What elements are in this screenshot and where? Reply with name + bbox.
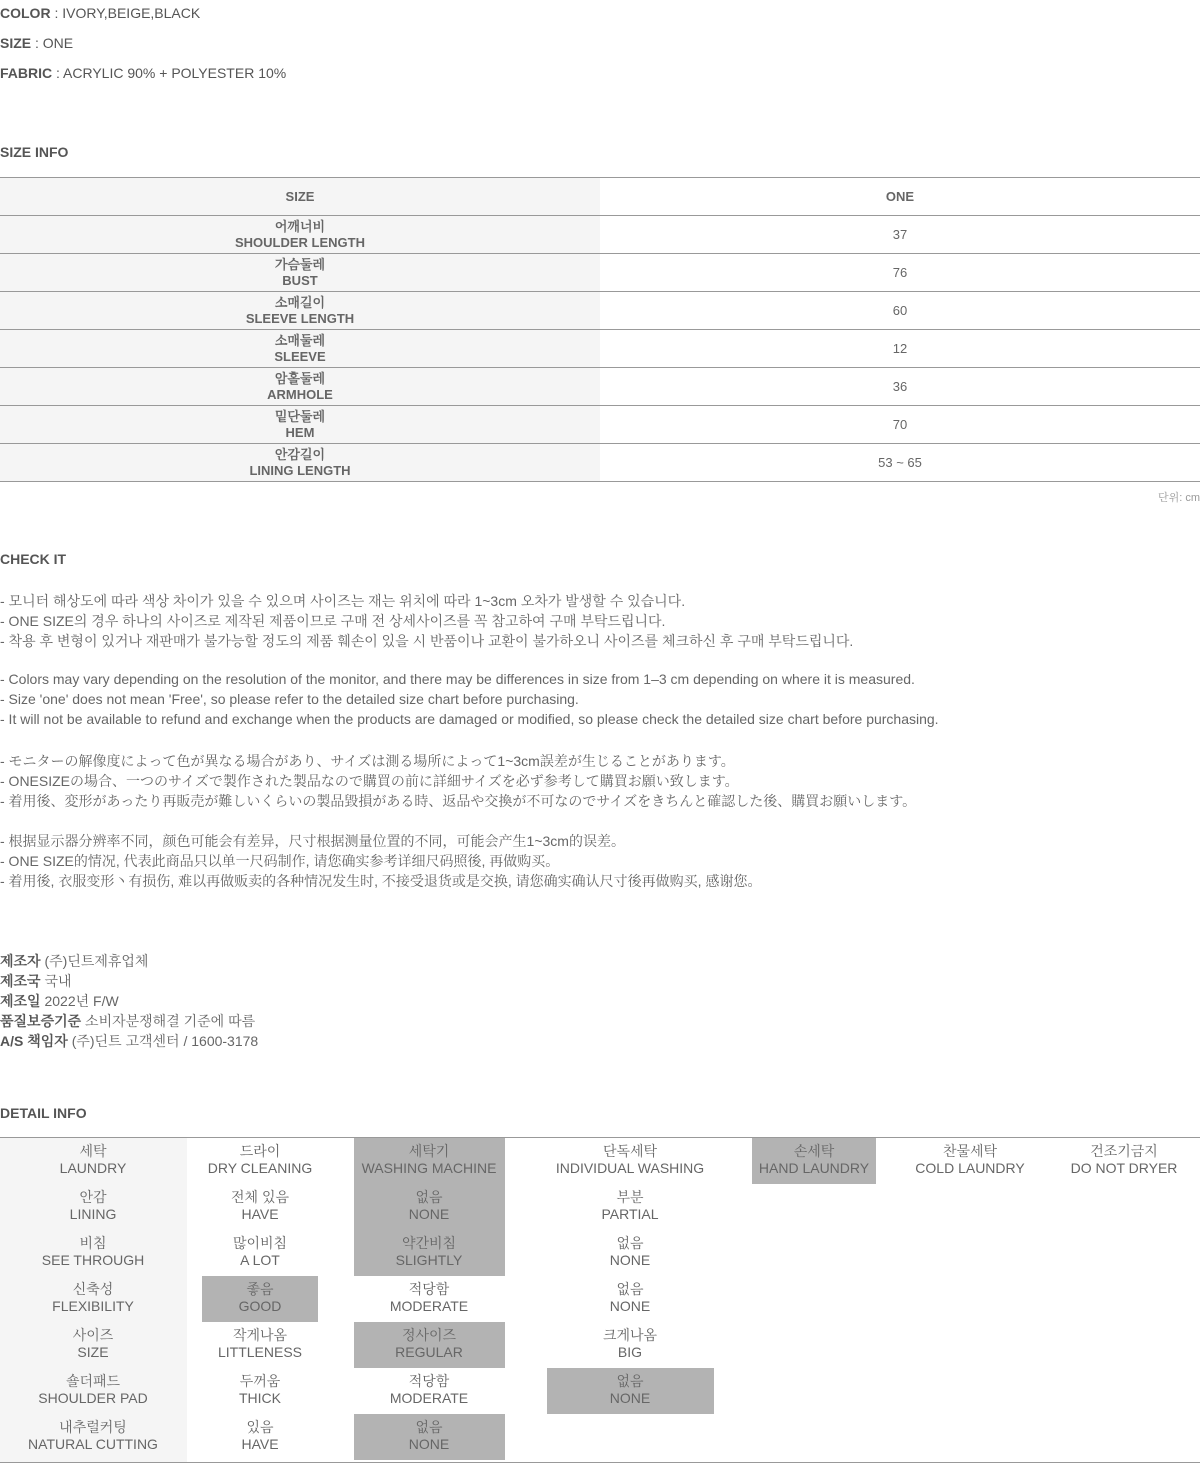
detail-option-en: NONE bbox=[408, 1206, 450, 1222]
size-table-row bbox=[0, 216, 1200, 254]
measurement-label bbox=[0, 254, 600, 291]
size-table-header bbox=[0, 178, 1200, 216]
detail-option-en: HAND LAUNDRY bbox=[758, 1160, 870, 1176]
check-it-line: - ONE SIZE的情况, 代表此商品只以单一尺码制作, 请您确实参考详细尺码照後, 再做购买。 bbox=[0, 853, 560, 869]
detail-option-en: A LOT bbox=[240, 1252, 280, 1268]
detail-option-ko: 드라이 bbox=[239, 1143, 281, 1159]
detail-option-en: LAUNDRY bbox=[59, 1160, 127, 1176]
spec-fabric bbox=[0, 65, 286, 81]
product-info-value: 국내 bbox=[40, 973, 72, 989]
detail-option-en: SLIGHTLY bbox=[395, 1252, 463, 1268]
detail-option-en: NONE bbox=[408, 1436, 450, 1452]
check-it-line: - ONE SIZE의 경우 하나의 사이즈로 제작된 제품이므로 구매 전 상세사이즈를 꼭 참고하여 구매 부탁드립니다. bbox=[0, 613, 666, 629]
detail-option-en: LITTLENESS bbox=[217, 1344, 303, 1360]
measurement-value: 70 bbox=[892, 417, 908, 432]
detail-option-ko: 없음 bbox=[616, 1281, 644, 1297]
check-it-line: - It will not be available to refund and exchange when the products are damaged or modified, so please check the detailed size chart before purchasing. bbox=[0, 711, 939, 727]
detail-option-en: SHOULDER PAD bbox=[38, 1390, 148, 1406]
detail-option-ko: 손세탁 bbox=[793, 1143, 835, 1159]
spec-size bbox=[0, 35, 73, 51]
product-info-value: 소비자분쟁해결 기준에 따름 bbox=[81, 1013, 256, 1029]
measurement-label-ko: 암홀둘레 bbox=[274, 370, 326, 386]
detail-info-title: DETAIL INFO bbox=[0, 1105, 87, 1121]
detail-option-ko: 있음 bbox=[246, 1419, 274, 1435]
detail-option-ko: 작게나옴 bbox=[232, 1327, 288, 1343]
product-info-value: (주)딘트 고객센터 / 1600-3178 bbox=[67, 1033, 259, 1049]
detail-option-ko: 많이비침 bbox=[232, 1235, 288, 1251]
detail-option-en: MODERATE bbox=[389, 1298, 469, 1314]
size-table-row bbox=[0, 254, 1200, 292]
detail-option-en: INDIVIDUAL WASHING bbox=[555, 1160, 705, 1176]
product-info-line bbox=[0, 971, 72, 991]
detail-option-ko: 전체 있음 bbox=[231, 1189, 289, 1205]
detail-option-en: DRY CLEANING bbox=[207, 1160, 313, 1176]
detail-option-ko: 단독세탁 bbox=[602, 1143, 658, 1159]
measurement-label-ko: 소매둘레 bbox=[274, 332, 326, 348]
measurement-label-ko: 소매길이 bbox=[274, 294, 326, 310]
detail-option-en: SIZE bbox=[77, 1344, 109, 1360]
check-it-line: - Size 'one' does not mean 'Free', so please refer to the detailed size chart before purchasing. bbox=[0, 691, 579, 707]
check-it-line: - 着用後, 衣服变形丶有损伤, 难以再做贩卖的各种情况发生时, 不接受退货或是交换, 请您确实确认尺寸後再做购买, 感谢您。 bbox=[0, 873, 762, 889]
measurement-value: 53 ~ 65 bbox=[878, 455, 922, 470]
detail-option-ko: 비침 bbox=[79, 1235, 107, 1251]
check-it-line: - 모니터 해상도에 따라 색상 차이가 있을 수 있으며 사이즈는 재는 위치에 따라 1~3cm 오차가 발생할 수 있습니다. bbox=[0, 593, 686, 609]
detail-option-ko: 약간비침 bbox=[401, 1235, 457, 1251]
detail-option-ko: 내추럴커팅 bbox=[59, 1419, 127, 1435]
product-info-label: 품질보증기준 bbox=[0, 1013, 82, 1029]
measurement-label-en: ARMHOLE bbox=[267, 386, 333, 402]
measurement-label-ko: 어깨너비 bbox=[274, 218, 326, 234]
measurement-label bbox=[0, 216, 600, 253]
size-header-label: SIZE bbox=[0, 178, 600, 215]
check-it-line: - 着用後、変形があったり再販売が難しいくらいの製品毀損がある時、返品や交換が不可なのでサイズをきちんと確認した後、購買お願いします。 bbox=[0, 793, 917, 809]
detail-option-en: PARTIAL bbox=[601, 1206, 659, 1222]
product-info-line bbox=[0, 1011, 255, 1031]
detail-option-en: BIG bbox=[617, 1344, 643, 1360]
detail-option-en: LINING bbox=[69, 1206, 117, 1222]
detail-option-en: HAVE bbox=[241, 1436, 279, 1452]
detail-option-ko: 사이즈 bbox=[72, 1327, 114, 1343]
size-header-value: ONE bbox=[885, 189, 915, 204]
detail-option-ko: 신축성 bbox=[72, 1281, 114, 1297]
spec-color bbox=[0, 5, 200, 21]
detail-option-en: COLD LAUNDRY bbox=[915, 1160, 1025, 1176]
product-info-line bbox=[0, 991, 119, 1011]
measurement-value: 36 bbox=[892, 379, 908, 394]
product-info-label: 제조국 bbox=[0, 973, 41, 989]
measurement-value: 37 bbox=[892, 227, 908, 242]
detail-option-ko: 안감 bbox=[79, 1189, 107, 1205]
size-table-row bbox=[0, 330, 1200, 368]
detail-option-en: NONE bbox=[609, 1252, 651, 1268]
measurement-label-en: BUST bbox=[282, 272, 318, 288]
measurement-value: 60 bbox=[892, 303, 908, 318]
measurement-label bbox=[0, 368, 600, 405]
check-it-line: - ONESIZEの場合、一つのサイズで製作された製品なので購買の前に詳細サイズを必ず参考して購買お願い致します。 bbox=[0, 773, 739, 789]
detail-option-ko: 세탁기 bbox=[408, 1143, 450, 1159]
detail-option-ko: 두꺼움 bbox=[239, 1373, 281, 1389]
measurement-label bbox=[0, 292, 600, 329]
spec-value: : ACRYLIC 90% + POLYESTER 10% bbox=[52, 65, 287, 81]
check-it-line: - 根据显示器分辨率不同，颜色可能会有差异，尺寸根据测量位置的不同，可能会产生1~3cm的误差。 bbox=[0, 833, 625, 849]
measurement-label bbox=[0, 444, 600, 481]
measurement-label-en: LINING LENGTH bbox=[249, 462, 351, 478]
spec-label: FABRIC bbox=[0, 65, 53, 81]
detail-option-ko: 정사이즈 bbox=[401, 1327, 457, 1343]
detail-option-en: NATURAL CUTTING bbox=[28, 1436, 158, 1452]
size-info-title: SIZE INFO bbox=[0, 144, 69, 160]
detail-option-ko: 적당함 bbox=[408, 1373, 450, 1389]
measurement-label bbox=[0, 330, 600, 367]
detail-option-en: REGULAR bbox=[395, 1344, 463, 1360]
product-info-value: 2022년 F/W bbox=[40, 993, 119, 1009]
size-table-row bbox=[0, 406, 1200, 444]
measurement-value: 12 bbox=[892, 341, 908, 356]
detail-option-ko: 없음 bbox=[616, 1235, 644, 1251]
detail-option-en: SEE THROUGH bbox=[41, 1252, 145, 1268]
product-info-label: 제조일 bbox=[0, 993, 41, 1009]
spec-value: : IVORY,BEIGE,BLACK bbox=[50, 5, 201, 21]
measurement-label-ko: 안감길이 bbox=[274, 446, 326, 462]
size-table bbox=[0, 177, 1200, 482]
size-table-row bbox=[0, 444, 1200, 482]
detail-option-ko: 부분 bbox=[616, 1189, 644, 1205]
measurement-label-en: HEM bbox=[285, 424, 315, 440]
detail-option-en: FLEXIBILITY bbox=[52, 1298, 134, 1314]
size-table-row bbox=[0, 368, 1200, 406]
product-info-value: (주)딘트제휴업체 bbox=[40, 953, 149, 969]
detail-option-ko: 없음 bbox=[415, 1419, 443, 1435]
spec-label: SIZE bbox=[0, 35, 32, 51]
measurement-label-en: SLEEVE bbox=[274, 348, 326, 364]
check-it-line: - モニターの解像度によって色が異なる場合があり、サイズは測る場所によって1~3cm誤差が生じることがあります。 bbox=[0, 753, 735, 769]
detail-option-ko: 건조기금지 bbox=[1090, 1143, 1158, 1159]
product-info-line bbox=[0, 1031, 258, 1051]
detail-option-ko: 좋음 bbox=[246, 1281, 274, 1297]
product-info-label: 제조자 bbox=[0, 953, 41, 969]
check-it-line: - 착용 후 변형이 있거나 재판매가 불가능할 정도의 제품 훼손이 있을 시 반품이나 교환이 불가하오니 사이즈를 체크하신 후 구매 부탁드립니다. bbox=[0, 633, 854, 649]
measurement-label-ko: 밑단둘레 bbox=[274, 408, 326, 424]
detail-option-en: WASHING MACHINE bbox=[361, 1160, 497, 1176]
spec-value: : ONE bbox=[31, 35, 74, 51]
measurement-label-en: SLEEVE LENGTH bbox=[245, 310, 355, 326]
check-it-title: CHECK IT bbox=[0, 551, 67, 567]
detail-option-ko: 숄더패드 bbox=[65, 1373, 121, 1389]
spec-label: COLOR bbox=[0, 5, 51, 21]
check-it-line: - Colors may vary depending on the resolution of the monitor, and there may be differences in size from 1–3 cm depending on where it is measured. bbox=[0, 671, 915, 687]
detail-option-ko: 없음 bbox=[616, 1373, 644, 1389]
measurement-label bbox=[0, 406, 600, 443]
detail-option-en: GOOD bbox=[238, 1298, 282, 1314]
detail-option-ko: 크게나옴 bbox=[602, 1327, 658, 1343]
unit-label: 단위: cm bbox=[1157, 492, 1200, 504]
size-table-row bbox=[0, 292, 1200, 330]
measurement-label-ko: 가슴둘레 bbox=[274, 256, 326, 272]
detail-option-en: DO NOT DRYER bbox=[1070, 1160, 1178, 1176]
detail-info-table bbox=[0, 1137, 1200, 1463]
detail-option-en: NONE bbox=[609, 1390, 651, 1406]
product-info-line bbox=[0, 951, 148, 971]
detail-option-ko: 없음 bbox=[415, 1189, 443, 1205]
detail-option-en: NONE bbox=[609, 1298, 651, 1314]
detail-option-en: THICK bbox=[239, 1390, 281, 1406]
detail-option-en: HAVE bbox=[241, 1206, 279, 1222]
detail-option-ko: 찬물세탁 bbox=[942, 1143, 998, 1159]
detail-option-ko: 적당함 bbox=[408, 1281, 450, 1297]
detail-option-en: MODERATE bbox=[389, 1390, 469, 1406]
measurement-label-en: SHOULDER LENGTH bbox=[235, 234, 365, 250]
measurement-value: 76 bbox=[892, 265, 908, 280]
product-info-label: A/S 책임자 bbox=[0, 1033, 68, 1049]
detail-option-ko: 세탁 bbox=[79, 1143, 107, 1159]
